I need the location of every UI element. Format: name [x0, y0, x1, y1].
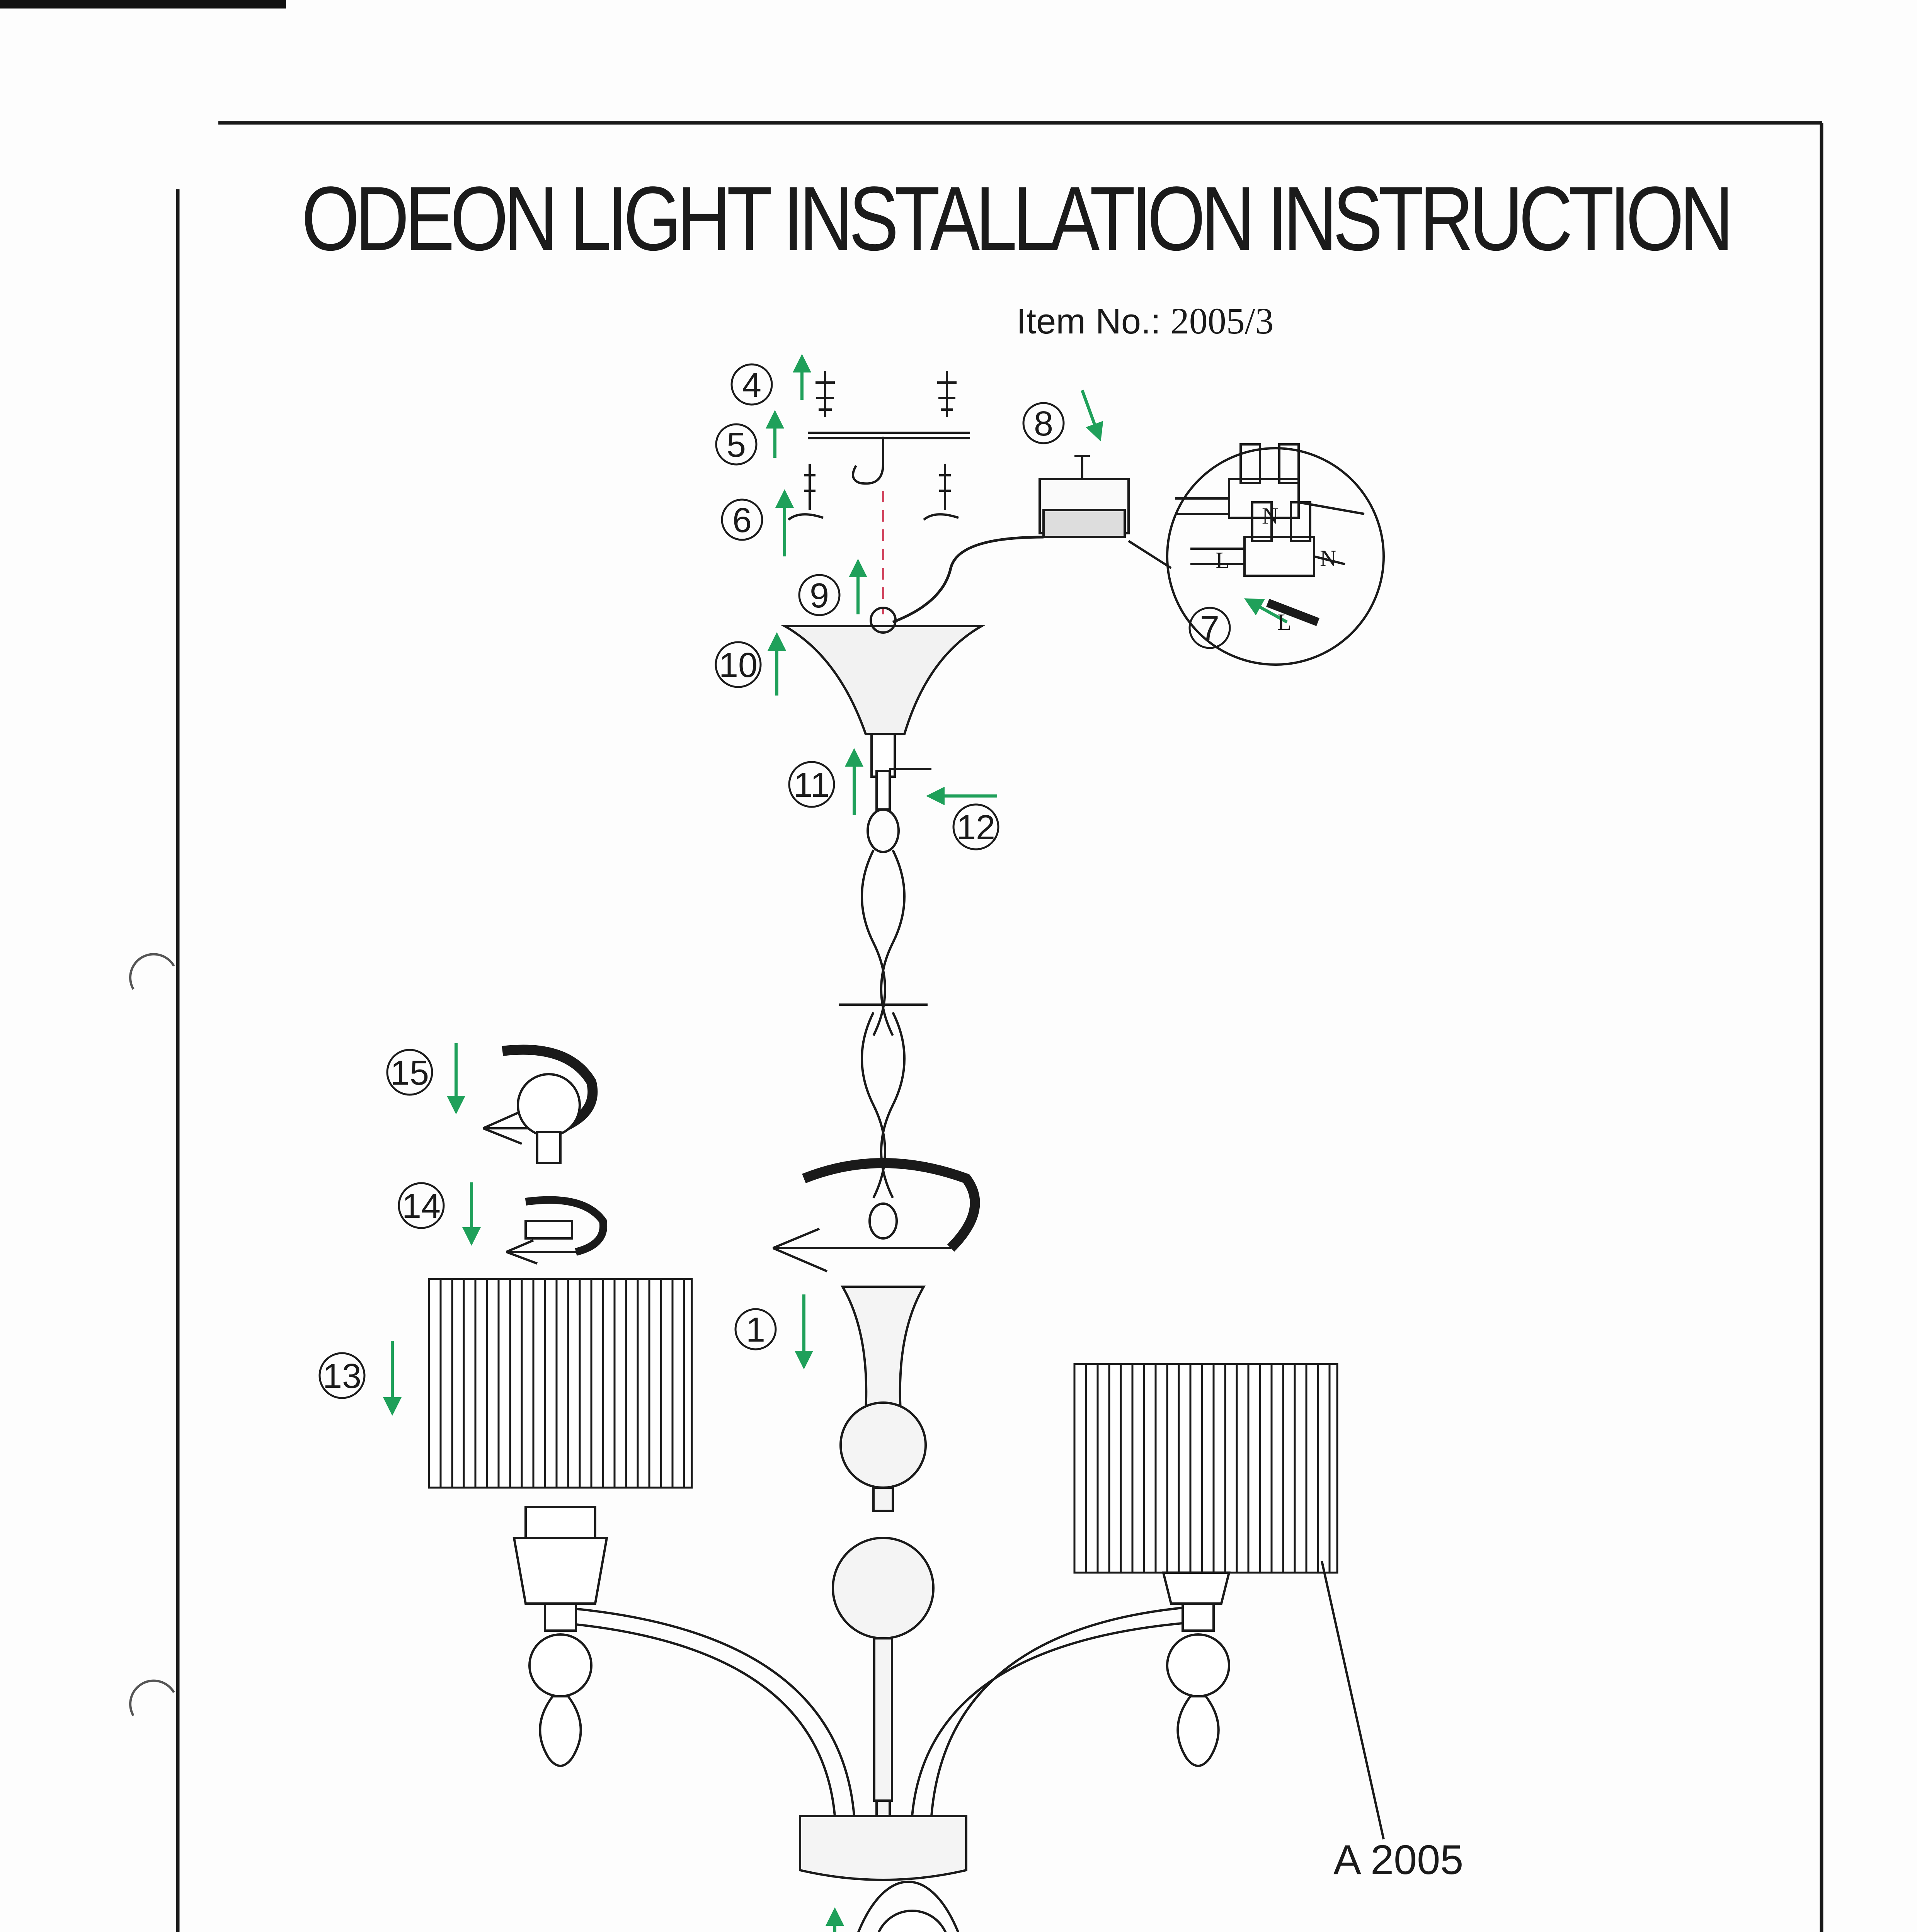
step-7-label: 7 — [1200, 609, 1220, 648]
step-1-marker — [735, 1309, 776, 1349]
canopy — [785, 608, 982, 777]
step-10-marker — [716, 642, 761, 687]
right-holder — [1163, 1573, 1229, 1766]
item-number — [1016, 299, 1273, 342]
step-8-label: 8 — [1033, 405, 1054, 443]
step-12-label: 12 — [956, 808, 996, 847]
ceiling-plate — [788, 371, 970, 520]
item-number-value: 2005/3 — [1170, 300, 1274, 342]
ring-nut — [526, 1221, 572, 1238]
step-5-marker — [716, 424, 756, 464]
step-11-marker — [789, 762, 834, 807]
fixture-body — [800, 1287, 966, 1880]
step-1-label: 1 — [746, 1311, 766, 1349]
step-6-marker — [722, 500, 762, 540]
bulb — [518, 1074, 580, 1163]
page-frame — [178, 123, 1822, 1932]
step-13-marker — [320, 1353, 364, 1398]
step-4-marker — [732, 364, 772, 405]
step-8-marker — [1023, 403, 1064, 443]
right-shade — [1074, 1364, 1337, 1573]
step-10-label: 10 — [718, 646, 758, 685]
step-9-label: 9 — [809, 577, 829, 615]
step-12-marker — [953, 804, 998, 849]
bottom-finial-part — [839, 1882, 978, 1932]
step-14-marker — [399, 1183, 444, 1228]
step-11-label: 11 — [793, 766, 830, 804]
item-number-label: Item No.: — [1016, 302, 1161, 341]
terminal-block — [1040, 456, 1129, 537]
terminal-n-label-2: N — [1320, 546, 1337, 571]
step-15-label: 15 — [390, 1054, 429, 1092]
left-holder — [514, 1507, 607, 1766]
terminal-n-label-1: N — [1262, 503, 1279, 529]
step-13-label: 13 — [322, 1357, 362, 1396]
step-6-label: 6 — [732, 501, 752, 540]
punch-holes — [130, 954, 174, 1716]
supply-wire — [893, 537, 1044, 622]
step-15-marker — [387, 1050, 432, 1095]
terminal-l-label-1: L — [1216, 548, 1230, 573]
terminal-detail-circle — [1129, 444, 1384, 665]
part-label-a2005: A 2005 — [1333, 1836, 1464, 1883]
leader-lines — [935, 1561, 1384, 1932]
left-shade — [429, 1279, 692, 1488]
step-9-marker — [799, 575, 839, 615]
step-5-label: 5 — [726, 426, 746, 464]
page-title: ODEON LIGHT INSTALLATION INSTRUCTION — [301, 168, 1730, 270]
terminal-l-label-2: L — [1277, 609, 1292, 635]
step-14-label: 14 — [402, 1187, 441, 1226]
step-4-label: 4 — [742, 366, 762, 405]
